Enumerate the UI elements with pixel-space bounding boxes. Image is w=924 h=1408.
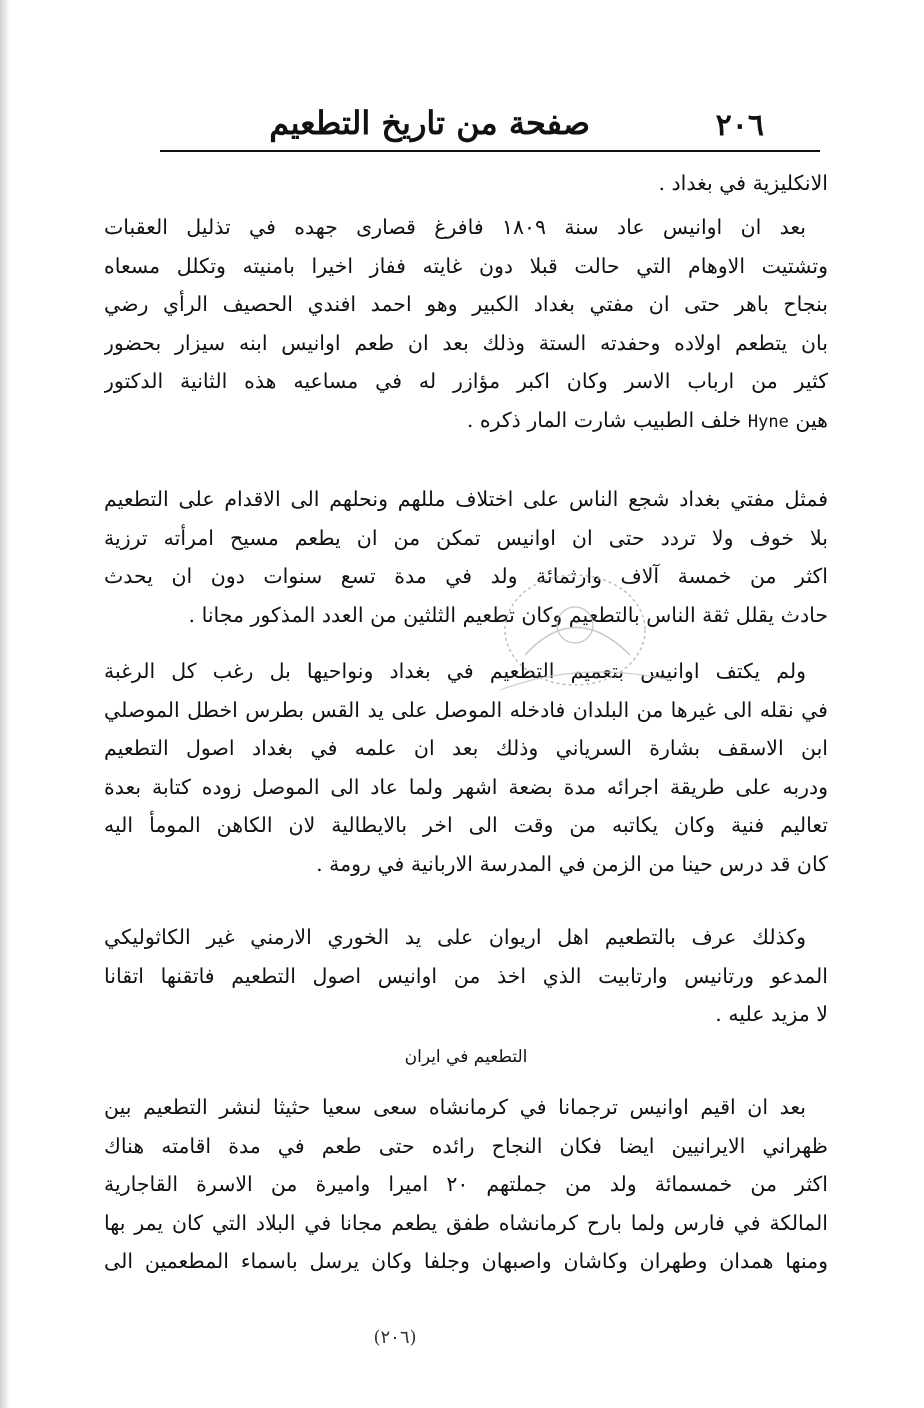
- paragraph-6: [104, 1088, 828, 1281]
- text-line: حادث يقلل ثقة الناس بالتطعيم وكان تطعيم الثلثين من العدد المذكور مجانا .: [188, 602, 828, 627]
- text-line: في نقله الى غيرها من البلدان فادخله الموصل على يد القس بطرس اخطل الموصلي: [104, 697, 828, 722]
- text-line: لا مزيد عليه .: [715, 1002, 828, 1026]
- text-line: اكثر من خمسمائة ولد من جملتهم ٢٠ اميرا واميرة من الاسرة القاجارية: [104, 1172, 828, 1196]
- latin-name: Hyne: [747, 411, 789, 432]
- scan-edge-shadow: [0, 0, 10, 1408]
- paragraph-4: [104, 652, 828, 883]
- text-line: اكثر من خمسة آلاف وارثمائة ولد في مدة تسع سنوات دون ان يحدث: [104, 564, 828, 588]
- running-title: صفحة من تاريخ التطعيم: [269, 104, 590, 142]
- text-line: وتشتيت الاوهام التي حالت قبلا دون غايته ففاز اخيرا بامنيته وتكلل مسعاه: [104, 253, 828, 278]
- text-line: كثير من ارباب الاسر وكان اكبر مؤازر له في مساعيه هذه الثانية الدكتور: [104, 369, 828, 393]
- text-line: فمثل مفتي بغداد شجع الناس على اختلاف مللهم ونحلهم الى الاقدام على التطعيم: [104, 487, 828, 511]
- page-number: ٢٠٦: [715, 108, 764, 143]
- text-line: بعد ان اوانيس عاد سنة ١٨٠٩ فافرغ قصارى جهده في تذليل العقبات: [104, 215, 806, 239]
- text-line: بعد ان اقيم اوانيس ترجمانا في كرمانشاه سعى سعيا حثيثا لنشر التطعيم بين: [104, 1095, 806, 1119]
- paragraph-1: [104, 164, 828, 203]
- text-fragment: خلف الطبيب شارت المار ذكره .: [466, 407, 742, 432]
- text-line: الانكليزية في بغداد .: [658, 171, 828, 195]
- text-line: المدعو ورتانيس وارتابيت الذي اخذ من اوانيس اصول التطعيم فاتقنها اتقانا: [104, 963, 828, 988]
- paragraph-5: [104, 918, 828, 1034]
- text-line: المالكة في فارس ولما بارح كرمانشاه طفق يطعم مجانا في البلاد التي كان يمر بها: [104, 1210, 828, 1235]
- text-line: ودربه على طريقة اجرائه مدة بضعة اشهر ولما عاد الى الموصل زوده كتابة بعدة: [104, 774, 828, 799]
- text-line: [104, 401, 828, 440]
- text-line: ومنها همدان وطهران وكاشان واصبهان وجلفا وكان يرسل باسماء المطعمين الى: [104, 1249, 828, 1273]
- text-line: تعاليم فنية وكان يكاتبه من وقت الى اخر بالايطالية لان الكاهن المومأ اليه: [104, 813, 828, 837]
- text-line: ابن الاسقف بشارة السرياني وذلك بعد ان علمه في بغداد اصول التطعيم: [104, 736, 828, 760]
- paragraph-3: [104, 480, 828, 634]
- text-line: كان قد درس حينا من الزمن في المدرسة الاربانية في رومة .: [316, 851, 828, 876]
- text-line: بلا خوف ولا تردد حتى ان اوانيس تمكن من ان يطعم مسيح امرأته ترزية: [104, 525, 828, 550]
- text-line: ولم يكتف اوانيس بتعميم التطعيم في بغداد ونواحيها بل رغب كل الرغبة: [104, 659, 806, 683]
- footer-page-mark: [365, 1318, 425, 1358]
- page-header: [160, 104, 820, 152]
- section-heading: التطعيم في ايران: [404, 1047, 528, 1067]
- text-fragment: هين: [795, 407, 828, 432]
- text-line: وكذلك عرف بالتطعيم اهل اريوان على يد الخوري الارمني غير الكاثوليكي: [104, 925, 806, 949]
- paragraph-2: [104, 208, 828, 439]
- text-line: ظهراني الايرانيين ايضا فكان النجاح رائده حتى طعم في مدة اقامته هناك: [104, 1133, 828, 1158]
- footer-mark-text: (٢٠٦): [373, 1327, 417, 1348]
- text-line: بان يتطعم اولاده وحفدته الستة وذلك بعد ان طعم اوانيس ابنه سيزار بحضور: [104, 330, 828, 355]
- text-line: بنجاح باهر حتى ان مفتي بغداد الكبير وهو احمد افندي الحصيف الرأي رضي: [104, 292, 828, 316]
